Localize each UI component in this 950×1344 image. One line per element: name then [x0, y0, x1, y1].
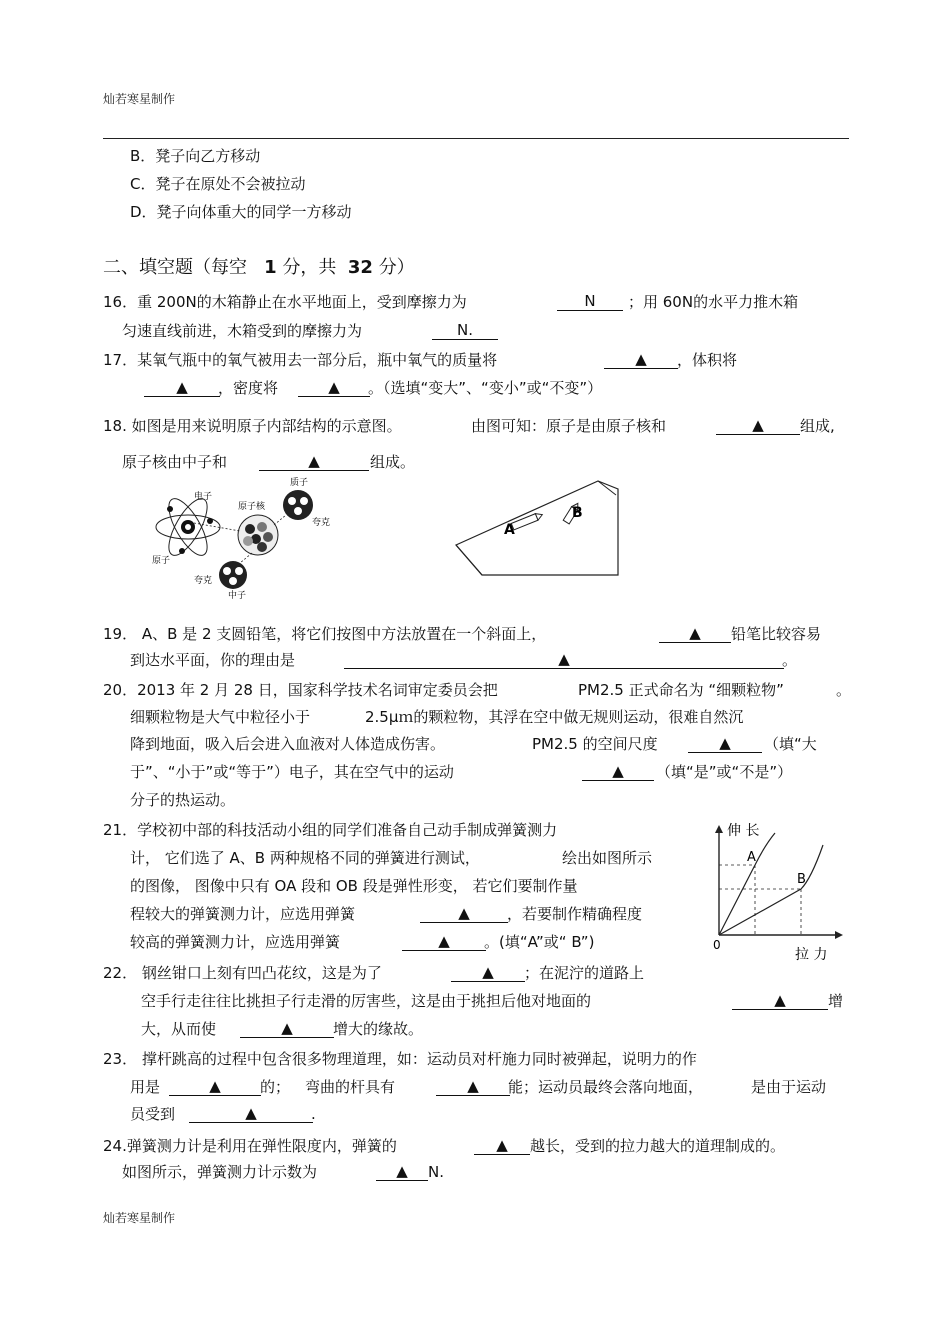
q22-text-e: 大，从而使 — [141, 1020, 217, 1038]
q21-text-e: 程较大的弹簧测力计，应选用弹簧 — [130, 905, 356, 923]
q24-text-b: 越长，受到的拉力越大的道理制成的。 — [530, 1137, 786, 1155]
q17-text-b: ，体积将 — [677, 351, 738, 369]
graph-xlabel: 拉 力 — [795, 947, 828, 963]
q23-text-b: 用是 — [130, 1078, 161, 1096]
q24-text-c: 如图所示，弹簧测力计示数为 — [122, 1163, 318, 1181]
q21-blank-2: ▲ — [402, 932, 486, 951]
label-atom: 原子 — [152, 556, 171, 566]
q21-text-d: 的图像， 图像中只有 OA 段和 OB 段是弹性形变， 若它们要制作量 — [130, 877, 578, 895]
q16-blank-2: N. — [432, 321, 498, 340]
q21-text-b: 计， 它们选了 A、B 两种规格不同的弹簧进行测试， — [130, 849, 480, 867]
q18-text-b: 由图可知：原子是由原子核和 — [471, 417, 667, 435]
q23-blank-2: ▲ — [436, 1077, 510, 1096]
q22-text-f: 增大的缘故。 — [333, 1020, 424, 1038]
q20-text-g: PM2.5 的空间尺度 — [532, 735, 658, 753]
q22-blank-2: ▲ — [732, 991, 828, 1010]
q17-blank-volume: ▲ — [144, 378, 220, 397]
q24-blank-1: ▲ — [474, 1136, 530, 1155]
section-title-c: 分） — [378, 257, 415, 278]
nucleus-cluster — [238, 515, 278, 555]
q22-text-a: 22． 钢丝钳口上刻有凹凸花纹，这是为了 — [103, 964, 382, 982]
q19-text-c: 到达水平面，你的理由是 — [130, 651, 296, 669]
q18-text-a: 18. 如图是用来说明原子内部结构的示意图。 — [103, 417, 402, 435]
pencil-a — [511, 511, 543, 529]
label-quark-2: 夸克 — [194, 576, 213, 586]
q23-blank-1: ▲ — [169, 1077, 261, 1096]
q17-blank-density: ▲ — [298, 378, 370, 397]
q16-line1 — [103, 292, 467, 312]
q24-blank-2: ▲ — [376, 1162, 428, 1181]
section-points-each: 1 — [264, 257, 277, 278]
q23-text-h: . — [311, 1105, 316, 1123]
q23-text-a: 23． 撑杆跳高的过程中包含很多物理道理，如：运动员对杆施力同时被弹起，说明力的作 — [103, 1050, 697, 1068]
q17-text-c: ，密度将 — [218, 379, 279, 397]
section-title — [103, 258, 415, 278]
proton-circle — [283, 490, 313, 520]
q16-blank-1: N — [557, 292, 623, 311]
q23-text-c: 的； — [260, 1078, 291, 1096]
q20-text-i: 于”、“小于”或“等于”）电子，其在空气中的运动 — [130, 763, 454, 781]
q22-text-d: 增 — [828, 992, 844, 1010]
q23-text-f: 是由于运动 — [751, 1078, 827, 1096]
q16-text-c: 匀速直线前进，木箱受到的摩擦力为 — [122, 322, 363, 340]
q19-text-b: 铅笔比较容易 — [731, 625, 822, 643]
page-header: 灿若寒星制作 — [103, 92, 176, 106]
label-nucleus: 原子核 — [238, 502, 266, 512]
q20-text-h: （填“大 — [764, 735, 817, 753]
q20-text-e: 2.5μｍ的颗粒物，其浮在空中做无规则运动，很难自然沉 — [365, 708, 744, 726]
q22-text-c: 空手行走往往比挑担子行走滑的厉害些，这是由于挑担后他对地面的 — [141, 992, 592, 1010]
q23-text-g: 员受到 — [130, 1105, 176, 1123]
q21-text-f: ，若要制作精确程度 — [507, 905, 643, 923]
q21-text-g: 较高的弹簧测力计，应选用弹簧 — [130, 933, 341, 951]
q20-text-b: PM2.5 正式命名为 “细颗粒物” — [578, 681, 784, 699]
q18-blank-1: ▲ — [716, 416, 800, 435]
q23-blank-3: ▲ — [189, 1104, 313, 1123]
graph-label-b: B — [797, 872, 806, 887]
label-electron: 电子 — [194, 492, 213, 502]
slope-outline — [456, 481, 618, 575]
q17-blank-mass: ▲ — [604, 350, 678, 369]
q21-text-h: 。(填“A”或“ B”) — [484, 933, 595, 951]
option-b: B．凳子向乙方移动 — [130, 147, 261, 165]
q22-blank-1: ▲ — [451, 963, 525, 982]
label-proton: 质子 — [290, 478, 309, 488]
q20-text-a: 20．2013 年 2 月 28 日，国家科学技术名词审定委员会把 — [103, 681, 498, 699]
q16-text-b: ；用 60N的水平力推木箱 — [628, 293, 799, 311]
graph-origin: 0 — [713, 938, 721, 952]
q20-blank-2: ▲ — [582, 762, 654, 781]
q17-text-a: 17．某氧气瓶中的氧气被用去一部分后，瓶中氧气的质量将 — [103, 351, 498, 369]
graph-ylabel: 伸 长 — [727, 823, 760, 839]
q23-text-e: 能；运动员最终会落向地面， — [508, 1078, 704, 1096]
q22-text-b: ；在泥泞的道路上 — [524, 964, 645, 982]
q20-text-c: 。 — [836, 681, 852, 699]
label-quark-1: 夸克 — [312, 518, 331, 528]
atom-structure-figure — [148, 475, 338, 600]
q20-text-j: （填“是”或“不是”） — [656, 763, 793, 781]
neutron-circle — [219, 561, 247, 589]
label-neutron: 中子 — [228, 591, 247, 600]
option-d: D．凳子向体重大的同学一方移动 — [130, 203, 352, 221]
section-points-total: 32 — [347, 257, 373, 278]
q19-blank-1: ▲ — [659, 624, 731, 643]
q16-text-a: 16．重 200N的木箱静止在水平地面上，受到摩擦力为 — [103, 293, 467, 311]
q20-blank-1: ▲ — [688, 734, 762, 753]
q18-text-d: 原子核由中子和 — [122, 453, 228, 471]
q19-text-a: 19． A、B 是 2 支圆铅笔，将它们按图中方法放置在一个斜面上， — [103, 625, 547, 643]
q23-text-d: 弯曲的杆具有 — [305, 1078, 396, 1096]
section-title-b: 分，共 — [282, 257, 337, 278]
header-rule — [103, 138, 849, 139]
q21-blank-1: ▲ — [420, 904, 508, 923]
page-footer: 灿若寒星制作 — [103, 1211, 176, 1225]
graph-label-a: A — [747, 850, 756, 865]
q20-text-d: 细颗粒物是大气中粒径小于 — [130, 708, 311, 726]
spring-extension-graph — [705, 815, 845, 965]
q20-text-f: 降到地面，吸入后会进入血液对人体造成伤害。 — [130, 735, 446, 753]
q18-text-e: 组成。 — [370, 453, 416, 471]
label-pencil-b: B — [572, 505, 583, 521]
section-title-a: 二、填空题（每空 — [103, 257, 247, 278]
label-pencil-a: A — [504, 522, 515, 538]
q24-text-a: 24.弹簧测力计是利用在弹性限度内，弹簧的 — [103, 1137, 397, 1155]
q17-text-d: 。（选填“变大”、“变小”或“不变”） — [368, 379, 603, 397]
q19-text-d: 。 — [782, 651, 798, 669]
q18-blank-2: ▲ — [259, 452, 369, 471]
option-c: C．凳子在原处不会被拉动 — [130, 175, 306, 193]
q18-text-c: 组成, — [800, 417, 835, 435]
q22-blank-3: ▲ — [240, 1019, 334, 1038]
slope-pencils-figure — [448, 475, 628, 585]
q21-text-c: 绘出如图所示 — [562, 849, 653, 867]
q21-text-a: 21．学校初中部的科技活动小组的同学们准备自己动手制成弹簧测力 — [103, 821, 558, 839]
q24-text-d: N. — [428, 1163, 444, 1181]
q20-text-k: 分子的热运动。 — [130, 791, 236, 809]
q19-blank-reason: ▲ — [344, 650, 784, 669]
